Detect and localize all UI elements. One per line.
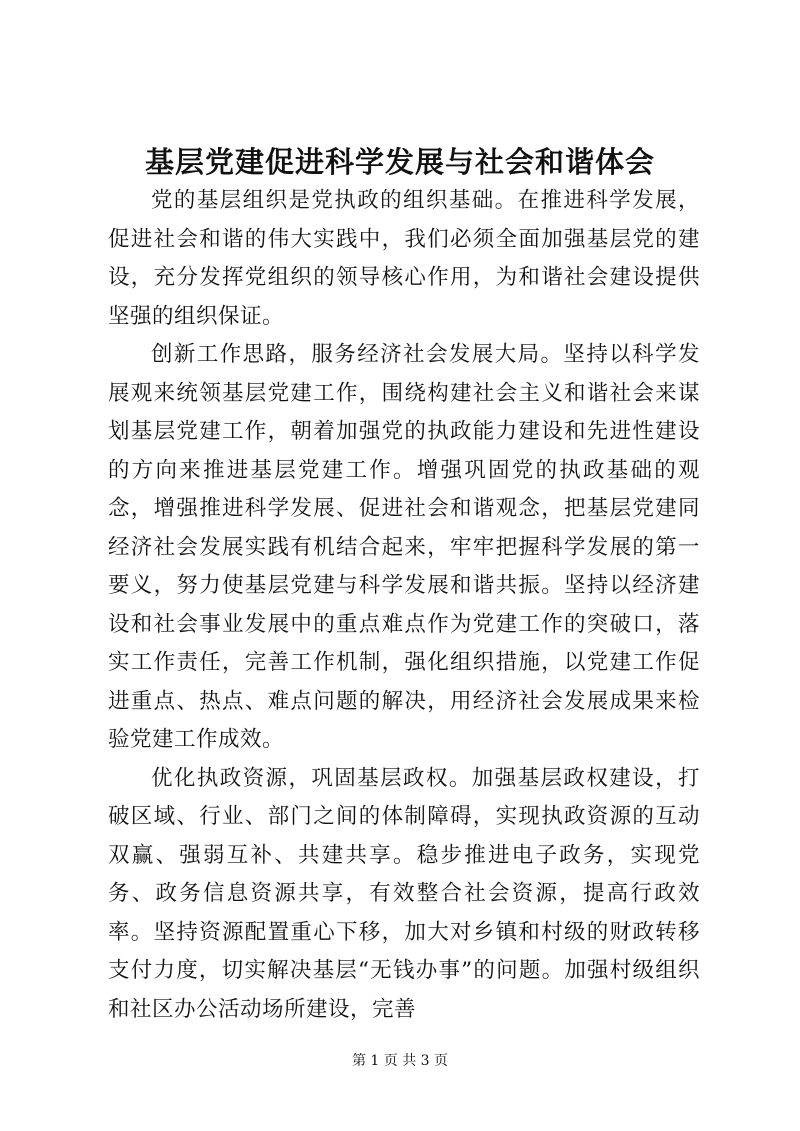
paragraph-innovation: 创新工作思路，服务经济社会发展大局。坚持以科学发展观来统领基层党建工作，围绕构建社会主义和谐社会来谋划基层党建工作，朝着加强党的执政能力建设和先进性建设的方向来推进基层党建工作。增强巩固党的执政基础的观念，增强推进科学发展、促进社会和谐观念，把基层党建同经济社会发展实践有机结合起来，牢牢把握科学发展的第一要义，努力使基层党建与科学发展和谐共振。坚持以经济建设和社会事业发展中的重点难点作为党建工作的突破口，落实工作责任，完善工作机制，强化组织措施，以党建工作促进重点、热点、难点问题的解决，用经济社会发展成果来检验党建工作成效。 [108, 342, 700, 752]
paragraph-intro: 党的基层组织是党执政的组织基础。在推进科学发展，促进社会和谐的伟大实践中，我们必须全面加强基层党的建设，充分发挥党组织的领导核心作用，为和谐社会建设提供坚强的组织保证。 [108, 188, 700, 329]
document-title: 基层党建促进科学发展与社会和谐体会 [144, 145, 655, 179]
page-footer: 第 1 页 共 3 页 [351, 1053, 449, 1069]
paragraph-resources: 优化执政资源，巩固基层政权。加强基层政权建设，打破区域、行业、部门之间的体制障碍，实现执政资源的互动双赢、强弱互补、共建共享。稳步推进电子政务，实现党务、政务信息资源共享，有效整合社会资源，提高行政效率。坚持资源配置重心下移，加大对乡镇和村级的财政转移支付力度，切实解决基层“无钱办事”的问题。加强村级组织和社区办公活动场所建设，完善 [108, 765, 700, 1022]
document-body [108, 182, 700, 1029]
